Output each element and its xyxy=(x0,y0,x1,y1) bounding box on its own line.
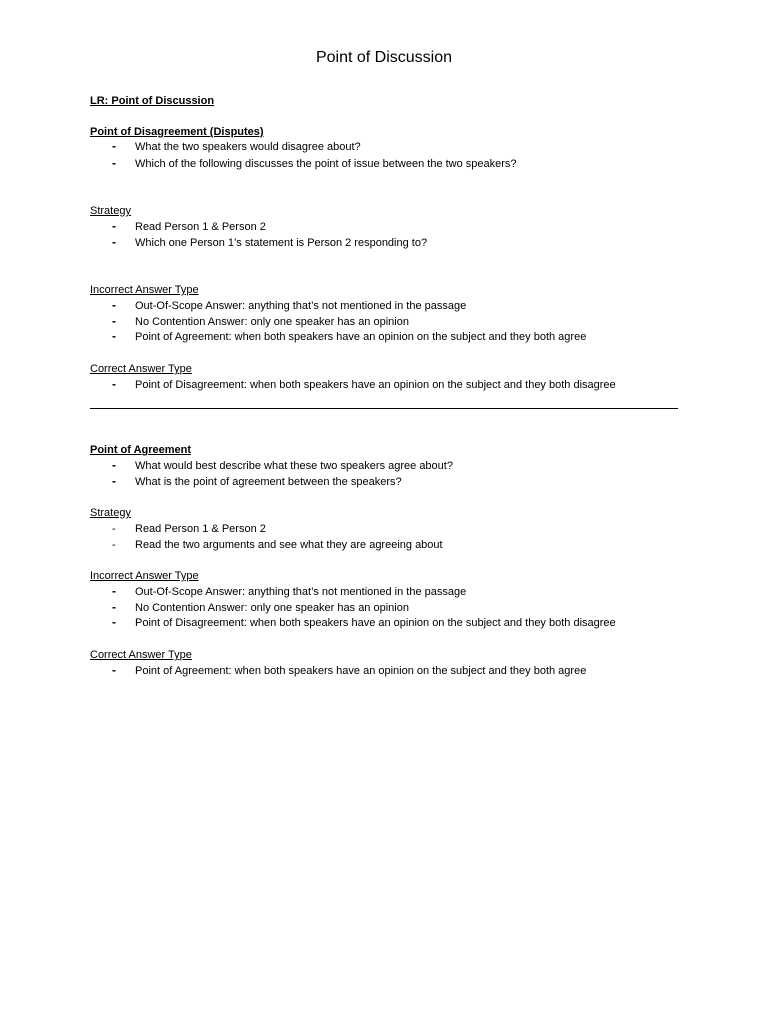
list-item xyxy=(0,315,768,330)
list-item xyxy=(0,378,768,393)
list-item xyxy=(0,522,768,537)
bullet-dash: - xyxy=(112,523,116,535)
bullet-dash: - xyxy=(112,615,116,629)
list-item xyxy=(0,664,768,679)
list-item xyxy=(0,299,768,314)
list-item-text: Read Person 1 & Person 2 xyxy=(135,523,266,535)
bullet-dash: - xyxy=(112,329,116,343)
bullet-dash: - xyxy=(112,314,116,328)
list-item-text: No Contention Answer: only one speaker has an opinion xyxy=(135,316,409,328)
list-item xyxy=(0,157,768,172)
list-item-text: Out-Of-Scope Answer: anything that’s not mentioned in the passage xyxy=(135,586,467,598)
page-title: Point of Discussion xyxy=(315,49,453,66)
list-item-text: What would best describe what these two speakers agree about? xyxy=(135,460,453,472)
agreement-strategy-label: Strategy xyxy=(90,507,131,519)
bullet-dash: - xyxy=(112,584,116,598)
bullet-dash: - xyxy=(112,235,116,249)
bullet-dash: - xyxy=(112,219,116,233)
disputes-incorrect-label: Incorrect Answer Type xyxy=(90,284,199,296)
list-item-text: Read the two arguments and see what they are agreeing about xyxy=(135,539,443,551)
list-item xyxy=(0,236,768,251)
list-item-text: Out-Of-Scope Answer: anything that’s not mentioned in the passage xyxy=(135,300,467,312)
disputes-correct-label: Correct Answer Type xyxy=(90,363,192,375)
list-item-text: What is the point of agreement between the speakers? xyxy=(135,476,402,488)
list-item-text: No Contention Answer: only one speaker has an opinion xyxy=(135,602,409,614)
bullet-dash: - xyxy=(112,298,116,312)
list-item xyxy=(0,585,768,600)
section-divider xyxy=(90,408,678,409)
disputes-strategy-label: Strategy xyxy=(90,205,131,217)
bullet-dash: - xyxy=(112,600,116,614)
lr-heading: LR: Point of Discussion xyxy=(90,95,215,107)
list-item xyxy=(0,601,768,616)
bullet-dash: - xyxy=(112,663,116,677)
list-item-text: Read Person 1 & Person 2 xyxy=(135,221,266,233)
list-item xyxy=(0,475,768,490)
agreement-incorrect-label: Incorrect Answer Type xyxy=(90,570,199,582)
bullet-dash: - xyxy=(112,458,116,472)
list-item xyxy=(0,330,768,345)
list-item-text: Point of Agreement: when both speakers have an opinion on the subject and they both agree xyxy=(135,331,587,343)
bullet-dash: - xyxy=(112,539,116,551)
agreement-correct-label: Correct Answer Type xyxy=(90,649,192,661)
bullet-dash: - xyxy=(112,156,116,170)
list-item-text: Which of the following discusses the point of issue between the two speakers? xyxy=(135,158,517,170)
bullet-dash: - xyxy=(112,377,116,391)
disputes-heading: Point of Disagreement (Disputes) xyxy=(90,126,264,138)
list-item-text: Point of Disagreement: when both speakers have an opinion on the subject and they both disagree xyxy=(135,379,616,391)
agreement-heading: Point of Agreement xyxy=(90,444,192,456)
list-item-text: Point of Disagreement: when both speakers have an opinion on the subject and they both disagree xyxy=(135,617,616,629)
bullet-dash: - xyxy=(112,474,116,488)
list-item xyxy=(0,220,768,235)
list-item xyxy=(0,538,768,553)
bullet-dash: - xyxy=(112,139,116,153)
list-item-text: What the two speakers would disagree about? xyxy=(135,141,361,153)
list-item-text: Point of Agreement: when both speakers have an opinion on the subject and they both agree xyxy=(135,665,587,677)
list-item xyxy=(0,459,768,474)
list-item-text: Which one Person 1’s statement is Person 2 responding to? xyxy=(135,237,428,249)
list-item xyxy=(0,616,768,631)
list-item xyxy=(0,140,768,155)
